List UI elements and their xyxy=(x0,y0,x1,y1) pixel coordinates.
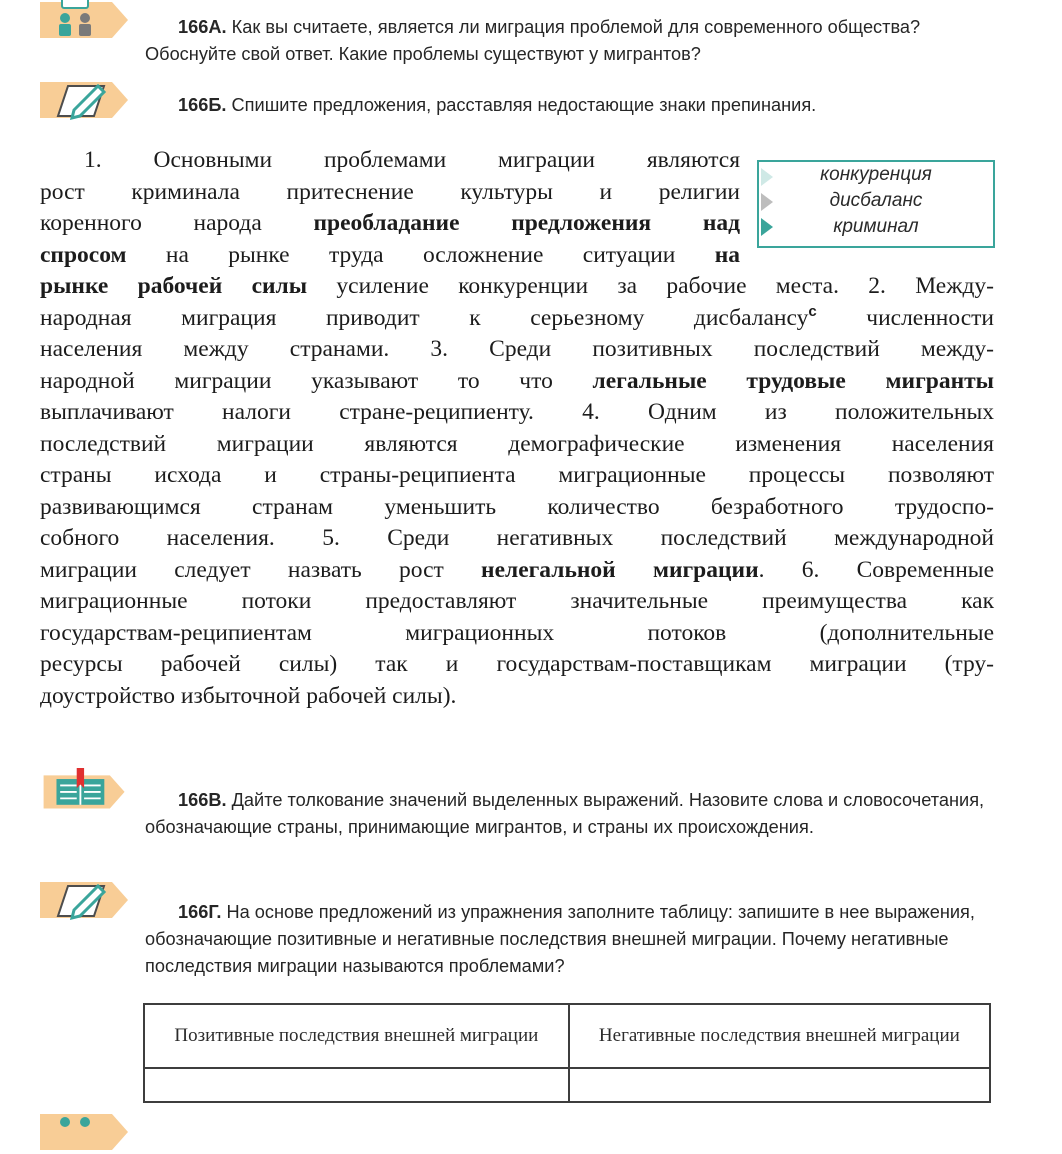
task-text: На основе предложений из упражнения заполните таблицу: запишите в нее выражения, обозначающие позитивные и негативные последствия внешней миграции. Почему негативные последствия миграции называются проблемами? xyxy=(145,902,975,976)
task-text: Спишите предложения, расставляя недостающие знаки препинания. xyxy=(231,95,817,115)
text-line: спросом на рынке труда осложнение ситуации на xyxy=(40,241,740,268)
highlighted-expression: преобладание предложения над xyxy=(313,210,740,236)
highlighted-expression: спросом xyxy=(40,241,127,268)
column-header-negative: Негативные последствия внешней миграции xyxy=(569,1004,990,1068)
empty-cell[interactable] xyxy=(144,1068,569,1102)
text-line: государствам-реципиентам миграционных потоков (дополнительные xyxy=(40,619,994,646)
text-line: 1. Основными проблемами миграции являются xyxy=(84,147,740,173)
text-line: страны исхода и страны-реципиента миграционные процессы позволяют xyxy=(40,462,994,488)
consequences-table xyxy=(143,1003,991,1103)
text-line: выплачивают налоги стране-реципиенту. 4. Одним из положительных xyxy=(40,399,994,425)
text-line: рост криминала притеснение культуры и религии xyxy=(40,178,740,205)
task-166b xyxy=(145,92,1015,119)
pencil-icon xyxy=(40,878,130,924)
task-number: 166Б. xyxy=(178,95,227,115)
exercise-text-top xyxy=(40,145,740,271)
highlighted-expression: рынке рабочей силы xyxy=(40,273,308,299)
text-line: миграции следует назвать рост нелегальной миграции. 6. Современные xyxy=(40,556,994,583)
text-line: миграционные потоки предоставляют значительные преимущества как xyxy=(40,588,994,614)
task-text: Дайте толкование значений выделенных выражений. Назовите слова и словосочетания, обозначающие страны, принимающие мигрантов, и страны их происхождения. xyxy=(145,790,985,837)
text-line: доустройство избыточной рабочей силы). xyxy=(40,682,457,709)
text-line: народной миграции указывают то что легальные трудовые мигранты xyxy=(40,367,994,394)
vocab-word: дисбаланс xyxy=(829,190,923,211)
task-number: 166В. xyxy=(178,790,227,810)
text-line: ресурсы рабочей силы) так и государствам-поставщикам миграции (тру- xyxy=(40,651,994,677)
discussion-icon xyxy=(40,0,130,42)
text-line: последствий миграции являются демографические изменения населения xyxy=(40,430,994,457)
text-line: рынке рабочей силы усиление конкуренции за рабочие места. 2. Между- xyxy=(40,273,994,299)
highlighted-expression: на xyxy=(714,241,740,268)
task-166v xyxy=(145,787,1015,841)
task-166a xyxy=(145,14,1015,68)
text-line: населения между странами. 3. Среди позитивных последствий между- xyxy=(40,336,994,362)
task-text: Как вы считаете, является ли миграция проблемой для современного общества? Обоснуйте свой ответ. Какие проблемы существуют у мигрантов? xyxy=(145,17,921,64)
book-icon xyxy=(40,768,130,814)
empty-cell[interactable] xyxy=(569,1068,990,1102)
task-number: 166А. xyxy=(178,17,227,37)
task-number: 166Г. xyxy=(178,902,222,922)
vocab-word: конкуренция xyxy=(820,164,932,185)
text-line: народная миграция приводит к серьезному дисбалансу$^с$ численности xyxy=(40,302,994,331)
highlighted-expression: нелегальной миграции xyxy=(481,556,759,583)
footnote-mark: с xyxy=(808,302,817,320)
vocabulary-box xyxy=(757,160,995,248)
highlighted-expression: легальные трудовые мигранты xyxy=(592,367,994,394)
pencil-icon xyxy=(40,78,130,124)
text-line: собного населения. 5. Среди негативных последствий международной xyxy=(40,525,994,551)
discussion-icon xyxy=(40,1108,130,1154)
text-line: развивающимся странам уменьшить количество безработного трудоспо- xyxy=(40,493,994,520)
column-header-positive: Позитивные последствия внешней миграции xyxy=(144,1004,569,1068)
vocab-word: криминал xyxy=(833,216,919,237)
text-line: коренного народа преобладание предложения над xyxy=(40,210,740,236)
task-166g xyxy=(145,899,1015,980)
exercise-text-main xyxy=(40,271,994,712)
